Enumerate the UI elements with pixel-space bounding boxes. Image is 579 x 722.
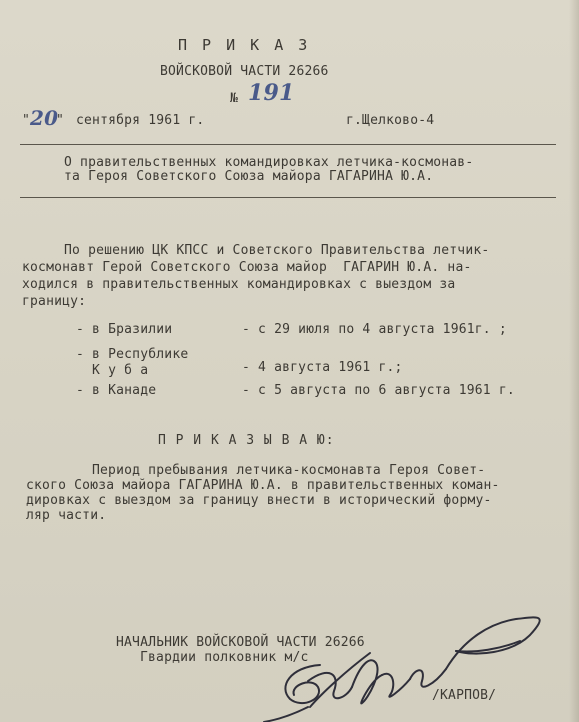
order-line-4: ляр части. — [26, 508, 107, 523]
signatory-position: НАЧАЛЬНИК ВОЙСКОВОЙ ЧАСТИ 26266 — [116, 635, 365, 650]
trip-country-3: - в Канаде — [76, 383, 157, 398]
date-day: 20 — [30, 106, 59, 130]
date-month-year: сентября 1961 г. — [76, 113, 205, 128]
unit-name: ВОЙСКОВОЙ ЧАСТИ 26266 — [160, 64, 329, 79]
divider-bottom — [20, 197, 556, 198]
divider-top — [20, 144, 556, 145]
date-quote-open: " — [22, 113, 31, 128]
place: г.Щелково-4 — [346, 113, 435, 128]
body-line-1: По решению ЦК КПСС и Советского Правительства летчик- — [64, 243, 490, 258]
date-quote-close: " — [56, 113, 65, 128]
signatory-name: /КАРПОВ/ — [432, 688, 497, 703]
signatory-rank: Гвардии полковник м/с — [140, 650, 309, 665]
order-number-prefix: № — [230, 91, 239, 106]
order-line-3: дировках с выездом за границу внести в исторический форму- — [26, 493, 492, 508]
order-number: 191 — [248, 80, 295, 106]
trip-country-1: - в Бразилии — [76, 322, 173, 337]
body-line-3: ходился в правительственных командировках с выездом за — [22, 277, 456, 292]
subject-line-1: О правительственных командировках летчика-космонав- — [64, 155, 474, 170]
body-line-2: космонавт Герой Советского Союза майор ГАГАРИН Ю.А. на- — [22, 260, 472, 275]
trip-dates-3: - с 5 августа по 6 августа 1961 г. — [242, 383, 515, 398]
subject-line-2: та Героя Советского Союза майора ГАГАРИНА Ю.А. — [64, 169, 434, 184]
trip-dates-2: - 4 августа 1961 г.; — [242, 360, 403, 375]
order-line-1: Период пребывания летчика-космонавта Героя Совет- — [92, 463, 486, 478]
trip-country-2: - в Республике К у б а — [76, 347, 189, 378]
trip-dates-1: - с 29 июля по 4 августа 1961г. ; — [242, 322, 507, 337]
document-title: П Р И К А З — [178, 36, 311, 54]
body-line-4: границу: — [22, 294, 87, 309]
handwritten-signature — [250, 595, 579, 722]
order-word: П Р И К А З Ы В А Ю: — [158, 433, 335, 448]
order-line-2: ского Союза майора ГАГАРИНА Ю.А. в правительственных коман- — [26, 478, 500, 493]
